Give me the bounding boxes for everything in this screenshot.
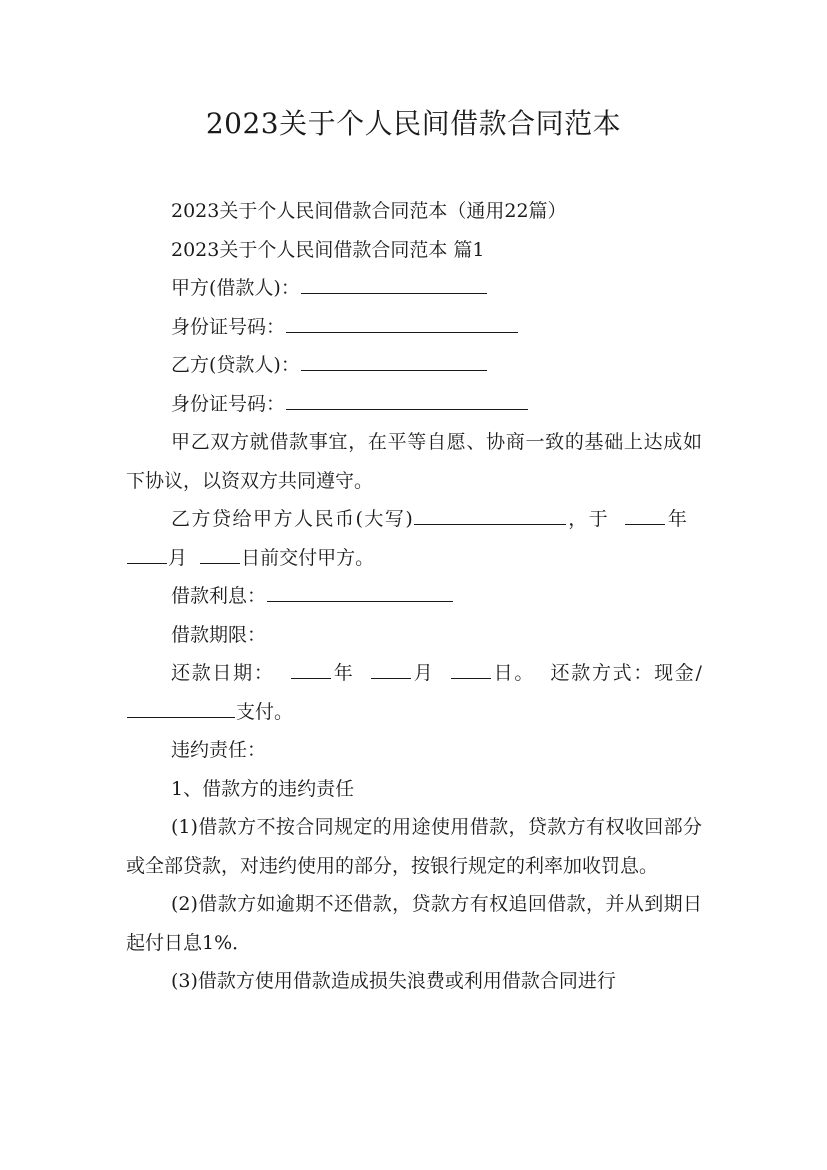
party-b-label: 乙方(贷款人)：	[171, 354, 300, 376]
loan-text-month: 月	[168, 546, 188, 569]
clause-2: (2)借款方如逾期不还借款，贷款方有权追回借款，并从到期日起付日息1%．	[126, 893, 702, 954]
section-heading: 2023关于个人民间借款合同范本 篇1	[171, 238, 485, 261]
id-number-blank-a	[286, 312, 518, 333]
loan-amount-paragraph	[126, 500, 702, 577]
repay-date-label: 还款日期：	[171, 662, 275, 684]
document-subtitle: 2023关于个人民间借款合同范本（通用22篇）	[171, 200, 567, 222]
loan-text-b: ，于	[566, 508, 610, 530]
liability-heading: 违约责任：	[171, 739, 267, 761]
interest-label: 借款利息：	[171, 585, 267, 607]
party-a-line	[126, 269, 702, 308]
term-line: 借款期限：	[171, 623, 267, 646]
interest-line	[126, 577, 702, 616]
id-number-line-b	[126, 385, 702, 424]
interest-blank	[267, 581, 453, 602]
party-b-line	[126, 346, 702, 385]
clause-3: (3)借款方使用借款造成损失浪费或利用借款合同进行	[171, 970, 616, 992]
document-title: 2023关于个人民间借款合同范本	[205, 107, 622, 140]
id-number-line-a	[126, 308, 702, 347]
party-a-label: 甲方(借款人)：	[171, 277, 300, 299]
repay-year: 年	[332, 662, 355, 684]
repay-month: 月	[411, 662, 435, 684]
loan-text-day: 日前交付甲方。	[241, 546, 375, 569]
clause-1: (1)借款方不按合同规定的用途使用借款，贷款方有权收回部分或全部贷款，对违约使用的部分，按银行规定的利率加收罚息。	[126, 816, 702, 877]
loan-text-a: 乙方贷给甲方人民币(大写)	[171, 508, 413, 530]
borrower-liability-heading: 1、借款方的违约责任	[171, 777, 355, 800]
repay-method-blank	[127, 697, 235, 718]
party-b-blank	[301, 350, 487, 371]
loan-amount-blank	[414, 504, 566, 525]
id-number-label-b: 身份证号码：	[171, 392, 286, 415]
loan-day-blank	[200, 543, 240, 564]
id-number-blank-b	[286, 389, 528, 410]
repay-method-suffix: 支付。	[236, 700, 294, 723]
document-body	[126, 192, 702, 1001]
repay-method-label: 还款方式：现金/	[550, 662, 702, 684]
repay-day: 日。	[491, 662, 536, 684]
repay-day-blank	[451, 658, 491, 679]
party-a-blank	[301, 273, 487, 294]
agreement-paragraph: 甲乙双方就借款事宜，在平等自愿、协商一致的基础上达成如下协议，以资双方共同遵守。	[126, 431, 702, 492]
loan-text-year: 年	[666, 508, 689, 530]
loan-month-blank	[127, 543, 167, 564]
repay-month-blank	[371, 658, 411, 679]
repayment-paragraph	[126, 654, 702, 731]
loan-year-blank	[625, 504, 665, 525]
repay-year-blank	[291, 658, 331, 679]
id-number-label-a: 身份证号码：	[171, 315, 286, 338]
